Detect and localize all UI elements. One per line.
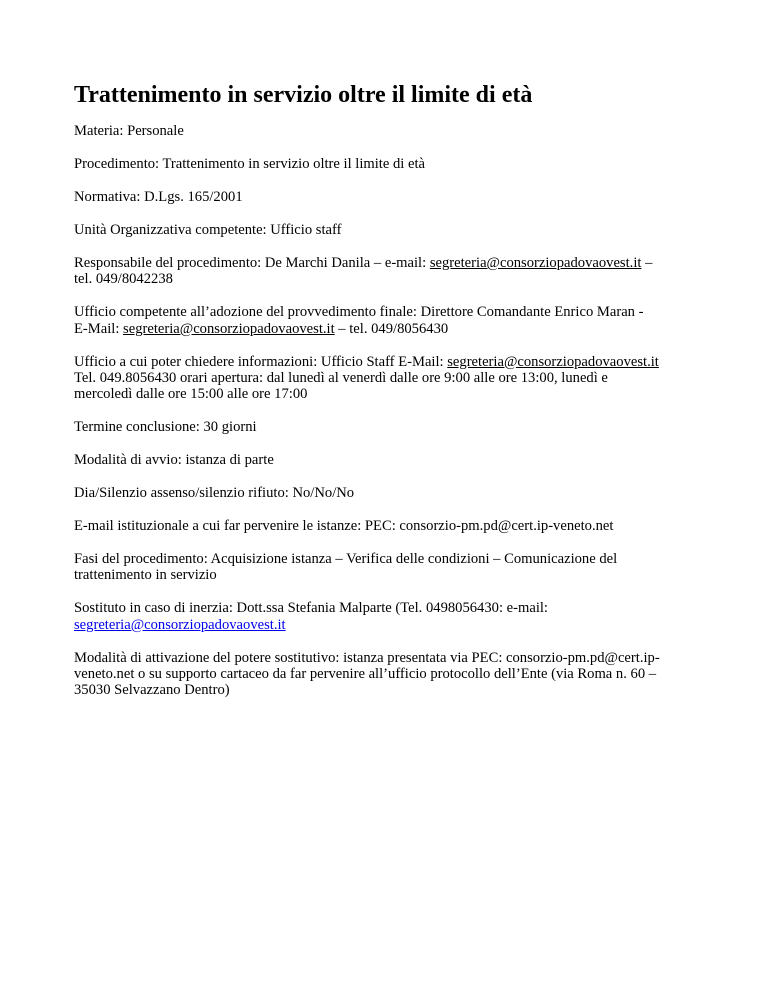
paragraph-text: Unità Organizzativa competente: Ufficio staff [74,221,342,238]
email-link[interactable]: segreteria@consorziopadovaovest.it [429,254,642,271]
paragraph-text: Modalità di avvio: istanza di parte [74,452,274,469]
paragraph [74,255,714,288]
paragraph-text: tel. 049/8042238 [74,271,173,288]
paragraph [74,600,714,633]
email-link[interactable]: segreteria@consorziopadovaovest.it [123,320,335,337]
paragraph [74,518,714,534]
paragraph [74,485,714,501]
paragraph [74,222,714,238]
paragraph-text: Sostituto in caso di inerzia: Dott.ssa Stefania Malparte (Tel. 0498056430: e-mail: [74,600,548,617]
paragraph [74,189,714,205]
paragraph [74,123,714,139]
paragraph-text: Procedimento: Trattenimento in servizio oltre il limite di età [74,155,425,172]
email-link[interactable]: segreteria@consorziopadovaovest.it [447,353,659,370]
paragraph-text: – tel. 049/8056430 [334,320,449,337]
paragraph-text: Ufficio competente all’adozione del provvedimento finale: Direttore Comandante Enrico Maran - [74,304,644,321]
paragraph-text: Modalità di attivazione del potere sostitutivo: istanza presentata via PEC: consorzio-pm.pd@cert.ip- [74,649,660,666]
paragraph-text: veneto.net o su supporto cartaceo da far pervenire all’ufficio protocollo dell’Ente (via Roma n. 60 – [74,665,657,682]
paragraph-text: 35030 Selvazzano Dentro) [74,682,230,699]
paragraph-text: Termine conclusione: 30 giorni [74,419,257,436]
email-link[interactable]: segreteria@consorziopadovaovest.it [74,616,286,633]
paragraph [74,650,714,699]
paragraph-text: E-Mail: [74,320,124,337]
paragraph-text: mercoledì dalle ore 15:00 alle ore 17:00 [74,386,308,403]
paragraph [74,354,714,403]
document-title: Trattenimento in servizio oltre il limite di età [74,82,533,108]
paragraph-text: trattenimento in servizio [74,567,217,584]
paragraph [74,156,714,172]
paragraph-text: Responsabile del procedimento: De Marchi Danila – e-mail: [74,254,430,271]
paragraph-text: Normativa: D.Lgs. 165/2001 [74,188,243,205]
paragraph-text: Ufficio a cui poter chiedere informazioni: Ufficio Staff E-Mail: [74,353,448,370]
paragraph [74,452,714,468]
paragraph [74,304,714,337]
paragraph-text: Materia: Personale [74,123,184,139]
paragraph [74,419,714,435]
paragraph-text: Tel. 049.8056430 orari apertura: dal lunedì al venerdì dalle ore 9:00 alle ore 13:00, lunedì e [74,369,608,386]
paragraph-text: E-mail istituzionale a cui far pervenire le istanze: PEC: consorzio-pm.pd@cert.ip-veneto.net [74,518,614,535]
document-body [74,123,714,698]
paragraph-text: – [641,254,653,271]
document-page [74,80,714,715]
paragraph [74,551,714,584]
paragraph-text: Dia/Silenzio assenso/silenzio rifiuto: No/No/No [74,485,355,502]
paragraph-text: Fasi del procedimento: Acquisizione istanza – Verifica delle condizioni – Comunicazione del [74,551,618,568]
